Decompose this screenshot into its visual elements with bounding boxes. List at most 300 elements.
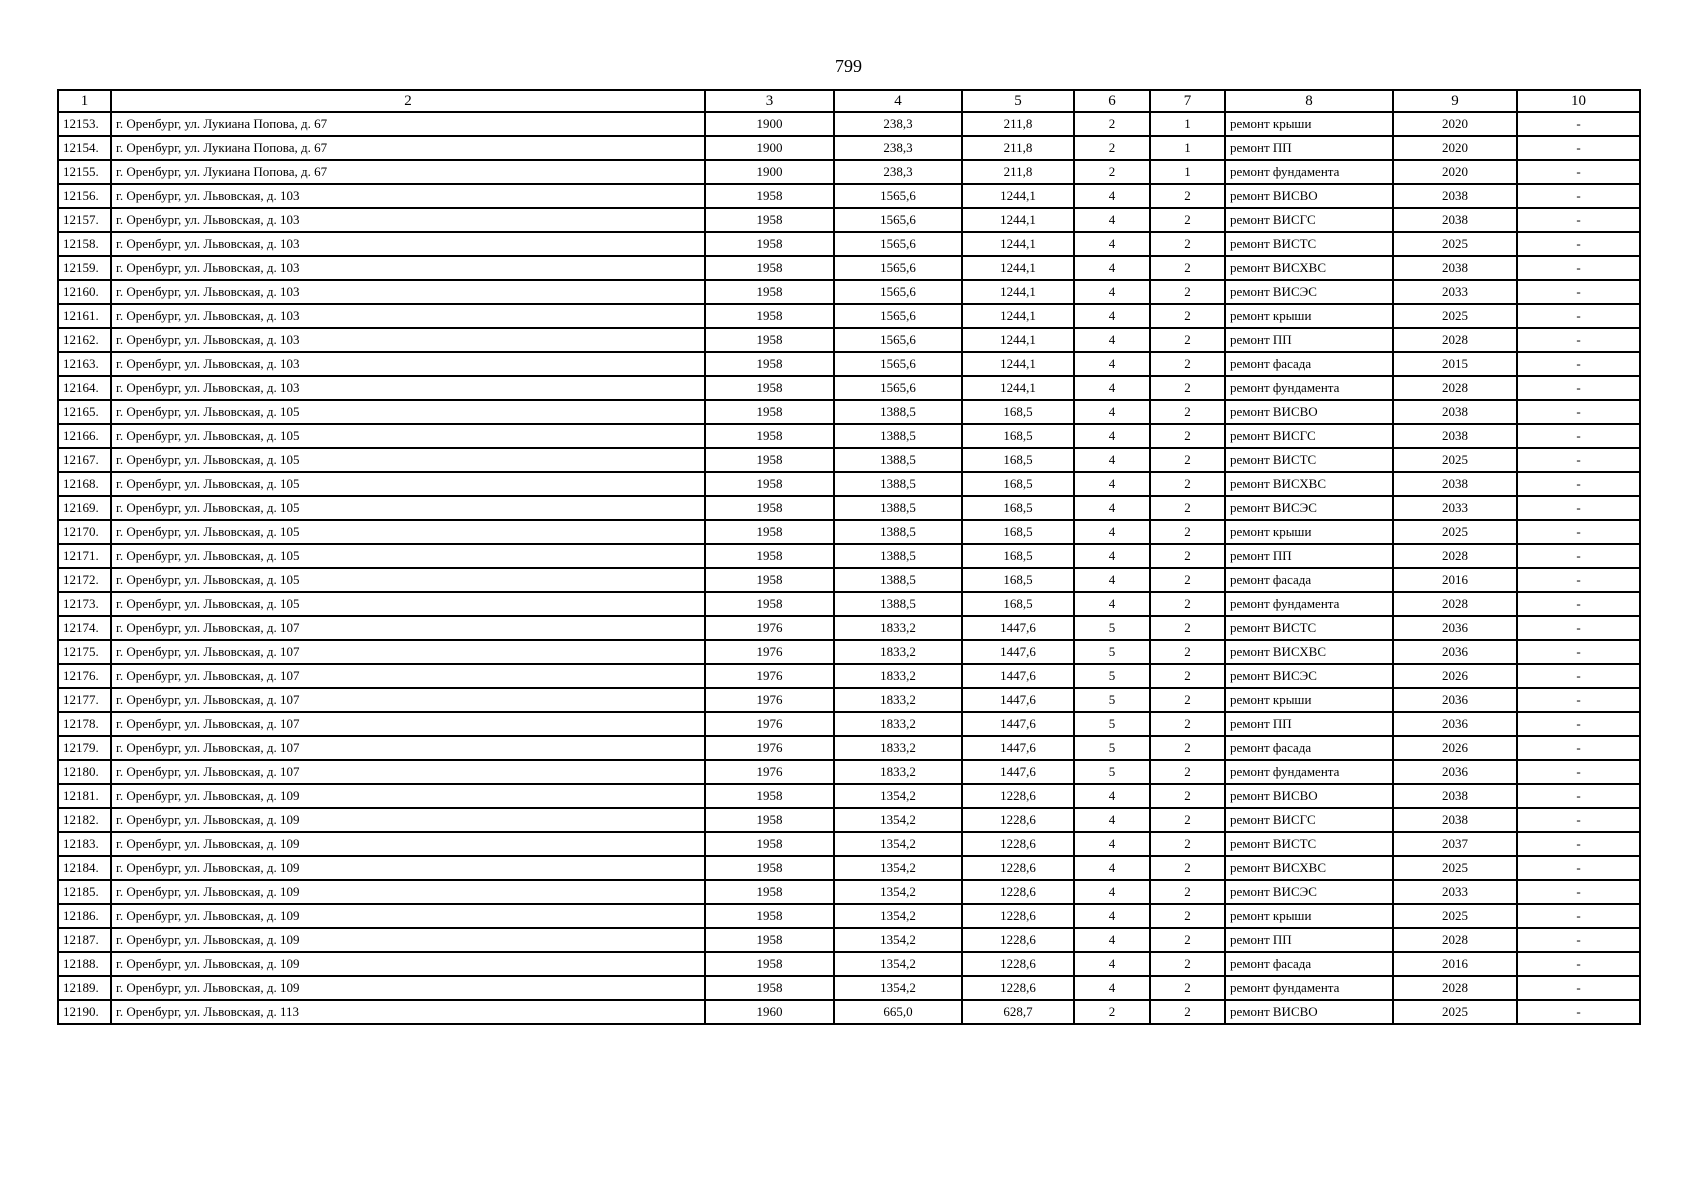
column-header: 3 — [705, 90, 834, 112]
work-type-cell: ремонт крыши — [1225, 688, 1393, 712]
address-cell: г. Оренбург, ул. Лукиана Попова, д. 67 — [111, 112, 705, 136]
total-area-cell: 1565,6 — [834, 376, 962, 400]
row-number-cell: 12164. — [58, 376, 111, 400]
total-area-cell: 1354,2 — [834, 808, 962, 832]
floors-cell: 2 — [1074, 136, 1150, 160]
address-cell: г. Оренбург, ул. Львовская, д. 103 — [111, 376, 705, 400]
row-number-cell: 12174. — [58, 616, 111, 640]
entrances-cell: 2 — [1150, 688, 1225, 712]
year-built-cell: 1958 — [705, 856, 834, 880]
address-cell: г. Оренбург, ул. Львовская, д. 107 — [111, 736, 705, 760]
year-built-cell: 1976 — [705, 664, 834, 688]
living-area-cell: 1447,6 — [962, 664, 1074, 688]
address-cell: г. Оренбург, ул. Львовская, д. 109 — [111, 784, 705, 808]
year-built-cell: 1958 — [705, 184, 834, 208]
floors-cell: 4 — [1074, 448, 1150, 472]
entrances-cell: 2 — [1150, 328, 1225, 352]
note-cell: - — [1517, 880, 1640, 904]
living-area-cell: 211,8 — [962, 136, 1074, 160]
floors-cell: 2 — [1074, 160, 1150, 184]
note-cell: - — [1517, 208, 1640, 232]
row-number-cell: 12160. — [58, 280, 111, 304]
living-area-cell: 1244,1 — [962, 256, 1074, 280]
table-row — [58, 976, 1640, 1000]
address-cell: г. Оренбург, ул. Львовская, д. 103 — [111, 280, 705, 304]
floors-cell: 4 — [1074, 784, 1150, 808]
note-cell: - — [1517, 688, 1640, 712]
entrances-cell: 2 — [1150, 352, 1225, 376]
entrances-cell: 2 — [1150, 520, 1225, 544]
row-number-cell: 12171. — [58, 544, 111, 568]
row-number-cell: 12172. — [58, 568, 111, 592]
entrances-cell: 2 — [1150, 424, 1225, 448]
work-type-cell: ремонт фасада — [1225, 952, 1393, 976]
planned-year-cell: 2025 — [1393, 448, 1517, 472]
work-type-cell: ремонт фасада — [1225, 736, 1393, 760]
work-type-cell: ремонт крыши — [1225, 112, 1393, 136]
planned-year-cell: 2020 — [1393, 112, 1517, 136]
note-cell: - — [1517, 832, 1640, 856]
year-built-cell: 1958 — [705, 568, 834, 592]
table-row — [58, 160, 1640, 184]
address-cell: г. Оренбург, ул. Львовская, д. 109 — [111, 928, 705, 952]
table-row — [58, 496, 1640, 520]
table-row — [58, 712, 1640, 736]
work-type-cell: ремонт ВИСВО — [1225, 184, 1393, 208]
work-type-cell: ремонт фундамента — [1225, 592, 1393, 616]
row-number-cell: 12159. — [58, 256, 111, 280]
entrances-cell: 2 — [1150, 256, 1225, 280]
work-type-cell: ремонт ВИСХВС — [1225, 472, 1393, 496]
row-number-cell: 12189. — [58, 976, 111, 1000]
row-number-cell: 12188. — [58, 952, 111, 976]
floors-cell: 5 — [1074, 616, 1150, 640]
floors-cell: 4 — [1074, 976, 1150, 1000]
note-cell: - — [1517, 616, 1640, 640]
year-built-cell: 1958 — [705, 880, 834, 904]
planned-year-cell: 2038 — [1393, 784, 1517, 808]
entrances-cell: 2 — [1150, 928, 1225, 952]
row-number-cell: 12158. — [58, 232, 111, 256]
total-area-cell: 1833,2 — [834, 760, 962, 784]
planned-year-cell: 2026 — [1393, 736, 1517, 760]
row-number-cell: 12168. — [58, 472, 111, 496]
floors-cell: 4 — [1074, 256, 1150, 280]
note-cell: - — [1517, 904, 1640, 928]
note-cell: - — [1517, 184, 1640, 208]
entrances-cell: 2 — [1150, 448, 1225, 472]
living-area-cell: 1447,6 — [962, 736, 1074, 760]
work-type-cell: ремонт ВИСХВС — [1225, 256, 1393, 280]
work-type-cell: ремонт ПП — [1225, 328, 1393, 352]
entrances-cell: 2 — [1150, 664, 1225, 688]
floors-cell: 4 — [1074, 352, 1150, 376]
row-number-cell: 12155. — [58, 160, 111, 184]
note-cell: - — [1517, 712, 1640, 736]
table-row — [58, 952, 1640, 976]
work-type-cell: ремонт фасада — [1225, 568, 1393, 592]
table-body — [58, 112, 1640, 1024]
year-built-cell: 1958 — [705, 784, 834, 808]
planned-year-cell: 2025 — [1393, 520, 1517, 544]
living-area-cell: 1244,1 — [962, 280, 1074, 304]
floors-cell: 4 — [1074, 376, 1150, 400]
note-cell: - — [1517, 544, 1640, 568]
planned-year-cell: 2028 — [1393, 592, 1517, 616]
living-area-cell: 168,5 — [962, 424, 1074, 448]
note-cell: - — [1517, 496, 1640, 520]
total-area-cell: 1388,5 — [834, 400, 962, 424]
floors-cell: 4 — [1074, 880, 1150, 904]
entrances-cell: 2 — [1150, 544, 1225, 568]
planned-year-cell: 2038 — [1393, 424, 1517, 448]
note-cell: - — [1517, 760, 1640, 784]
total-area-cell: 1354,2 — [834, 928, 962, 952]
total-area-cell: 1388,5 — [834, 544, 962, 568]
work-type-cell: ремонт ПП — [1225, 136, 1393, 160]
year-built-cell: 1900 — [705, 160, 834, 184]
living-area-cell: 1228,6 — [962, 856, 1074, 880]
year-built-cell: 1976 — [705, 640, 834, 664]
floors-cell: 5 — [1074, 736, 1150, 760]
total-area-cell: 1354,2 — [834, 832, 962, 856]
table-row — [58, 784, 1640, 808]
address-cell: г. Оренбург, ул. Львовская, д. 109 — [111, 856, 705, 880]
total-area-cell: 1833,2 — [834, 664, 962, 688]
work-type-cell: ремонт ВИСГС — [1225, 424, 1393, 448]
living-area-cell: 1228,6 — [962, 976, 1074, 1000]
total-area-cell: 1833,2 — [834, 640, 962, 664]
row-number-cell: 12190. — [58, 1000, 111, 1024]
total-area-cell: 1565,6 — [834, 352, 962, 376]
address-cell: г. Оренбург, ул. Львовская, д. 113 — [111, 1000, 705, 1024]
planned-year-cell: 2020 — [1393, 160, 1517, 184]
table-row — [58, 184, 1640, 208]
column-header: 2 — [111, 90, 705, 112]
row-number-cell: 12153. — [58, 112, 111, 136]
table-row — [58, 256, 1640, 280]
living-area-cell: 168,5 — [962, 544, 1074, 568]
living-area-cell: 1447,6 — [962, 640, 1074, 664]
work-type-cell: ремонт ВИСВО — [1225, 400, 1393, 424]
address-cell: г. Оренбург, ул. Львовская, д. 105 — [111, 472, 705, 496]
year-built-cell: 1958 — [705, 280, 834, 304]
note-cell: - — [1517, 424, 1640, 448]
work-type-cell: ремонт ВИСЭС — [1225, 496, 1393, 520]
planned-year-cell: 2028 — [1393, 544, 1517, 568]
table-row — [58, 640, 1640, 664]
address-cell: г. Оренбург, ул. Львовская, д. 109 — [111, 976, 705, 1000]
address-cell: г. Оренбург, ул. Львовская, д. 103 — [111, 184, 705, 208]
planned-year-cell: 2038 — [1393, 208, 1517, 232]
entrances-cell: 2 — [1150, 880, 1225, 904]
table-row — [58, 664, 1640, 688]
planned-year-cell: 2033 — [1393, 280, 1517, 304]
table-row — [58, 448, 1640, 472]
floors-cell: 4 — [1074, 928, 1150, 952]
living-area-cell: 1447,6 — [962, 688, 1074, 712]
work-type-cell: ремонт ВИСТС — [1225, 232, 1393, 256]
entrances-cell: 2 — [1150, 184, 1225, 208]
table-row — [58, 856, 1640, 880]
table-row — [58, 544, 1640, 568]
living-area-cell: 1447,6 — [962, 616, 1074, 640]
address-cell: г. Оренбург, ул. Львовская, д. 103 — [111, 352, 705, 376]
row-number-cell: 12173. — [58, 592, 111, 616]
address-cell: г. Оренбург, ул. Львовская, д. 105 — [111, 496, 705, 520]
row-number-cell: 12182. — [58, 808, 111, 832]
year-built-cell: 1958 — [705, 304, 834, 328]
floors-cell: 4 — [1074, 400, 1150, 424]
address-cell: г. Оренбург, ул. Львовская, д. 109 — [111, 808, 705, 832]
note-cell: - — [1517, 136, 1640, 160]
floors-cell: 4 — [1074, 520, 1150, 544]
table-row — [58, 304, 1640, 328]
living-area-cell: 168,5 — [962, 568, 1074, 592]
floors-cell: 2 — [1074, 112, 1150, 136]
note-cell: - — [1517, 112, 1640, 136]
address-cell: г. Оренбург, ул. Львовская, д. 105 — [111, 568, 705, 592]
planned-year-cell: 2028 — [1393, 328, 1517, 352]
total-area-cell: 238,3 — [834, 136, 962, 160]
row-number-cell: 12181. — [58, 784, 111, 808]
table-row — [58, 688, 1640, 712]
year-built-cell: 1958 — [705, 928, 834, 952]
table-row — [58, 592, 1640, 616]
work-type-cell: ремонт крыши — [1225, 304, 1393, 328]
living-area-cell: 1244,1 — [962, 208, 1074, 232]
row-number-cell: 12187. — [58, 928, 111, 952]
table-row — [58, 520, 1640, 544]
living-area-cell: 211,8 — [962, 112, 1074, 136]
row-number-cell: 12157. — [58, 208, 111, 232]
table-row — [58, 928, 1640, 952]
work-type-cell: ремонт ВИСГС — [1225, 808, 1393, 832]
living-area-cell: 168,5 — [962, 400, 1074, 424]
living-area-cell: 1228,6 — [962, 928, 1074, 952]
year-built-cell: 1976 — [705, 616, 834, 640]
work-type-cell: ремонт ВИСГС — [1225, 208, 1393, 232]
total-area-cell: 1388,5 — [834, 424, 962, 448]
living-area-cell: 168,5 — [962, 496, 1074, 520]
table-row — [58, 1000, 1640, 1024]
address-cell: г. Оренбург, ул. Львовская, д. 107 — [111, 712, 705, 736]
year-built-cell: 1958 — [705, 448, 834, 472]
total-area-cell: 1354,2 — [834, 880, 962, 904]
floors-cell: 4 — [1074, 496, 1150, 520]
living-area-cell: 1228,6 — [962, 904, 1074, 928]
planned-year-cell: 2028 — [1393, 376, 1517, 400]
living-area-cell: 1228,6 — [962, 784, 1074, 808]
address-cell: г. Оренбург, ул. Лукиана Попова, д. 67 — [111, 160, 705, 184]
year-built-cell: 1958 — [705, 376, 834, 400]
total-area-cell: 1354,2 — [834, 904, 962, 928]
living-area-cell: 1244,1 — [962, 376, 1074, 400]
work-type-cell: ремонт крыши — [1225, 520, 1393, 544]
row-number-cell: 12178. — [58, 712, 111, 736]
total-area-cell: 238,3 — [834, 160, 962, 184]
row-number-cell: 12162. — [58, 328, 111, 352]
total-area-cell: 1388,5 — [834, 592, 962, 616]
planned-year-cell: 2016 — [1393, 952, 1517, 976]
table-row — [58, 400, 1640, 424]
note-cell: - — [1517, 1000, 1640, 1024]
work-type-cell: ремонт ПП — [1225, 712, 1393, 736]
column-header: 4 — [834, 90, 962, 112]
floors-cell: 4 — [1074, 592, 1150, 616]
table-row — [58, 136, 1640, 160]
note-cell: - — [1517, 328, 1640, 352]
column-header: 7 — [1150, 90, 1225, 112]
address-cell: г. Оренбург, ул. Львовская, д. 103 — [111, 208, 705, 232]
row-number-cell: 12186. — [58, 904, 111, 928]
entrances-cell: 2 — [1150, 904, 1225, 928]
address-cell: г. Оренбург, ул. Львовская, д. 107 — [111, 688, 705, 712]
planned-year-cell: 2038 — [1393, 808, 1517, 832]
note-cell: - — [1517, 952, 1640, 976]
floors-cell: 4 — [1074, 208, 1150, 232]
planned-year-cell: 2025 — [1393, 1000, 1517, 1024]
row-number-cell: 12161. — [58, 304, 111, 328]
row-number-cell: 12183. — [58, 832, 111, 856]
work-type-cell: ремонт фундамента — [1225, 760, 1393, 784]
total-area-cell: 1388,5 — [834, 448, 962, 472]
address-cell: г. Оренбург, ул. Львовская, д. 103 — [111, 256, 705, 280]
total-area-cell: 1354,2 — [834, 784, 962, 808]
floors-cell: 4 — [1074, 832, 1150, 856]
address-cell: г. Оренбург, ул. Львовская, д. 107 — [111, 664, 705, 688]
entrances-cell: 2 — [1150, 592, 1225, 616]
living-area-cell: 1228,6 — [962, 832, 1074, 856]
year-built-cell: 1958 — [705, 328, 834, 352]
address-cell: г. Оренбург, ул. Львовская, д. 105 — [111, 400, 705, 424]
year-built-cell: 1958 — [705, 400, 834, 424]
planned-year-cell: 2038 — [1393, 400, 1517, 424]
row-number-cell: 12167. — [58, 448, 111, 472]
table-row — [58, 568, 1640, 592]
floors-cell: 4 — [1074, 904, 1150, 928]
floors-cell: 5 — [1074, 640, 1150, 664]
floors-cell: 5 — [1074, 688, 1150, 712]
entrances-cell: 2 — [1150, 616, 1225, 640]
address-cell: г. Оренбург, ул. Львовская, д. 105 — [111, 424, 705, 448]
table-row — [58, 832, 1640, 856]
column-header: 10 — [1517, 90, 1640, 112]
work-type-cell: ремонт ВИСЭС — [1225, 280, 1393, 304]
work-type-cell: ремонт ПП — [1225, 928, 1393, 952]
entrances-cell: 2 — [1150, 280, 1225, 304]
year-built-cell: 1958 — [705, 592, 834, 616]
address-cell: г. Оренбург, ул. Львовская, д. 107 — [111, 760, 705, 784]
address-cell: г. Оренбург, ул. Львовская, д. 103 — [111, 304, 705, 328]
planned-year-cell: 2016 — [1393, 568, 1517, 592]
column-header: 6 — [1074, 90, 1150, 112]
table-row — [58, 760, 1640, 784]
living-area-cell: 628,7 — [962, 1000, 1074, 1024]
total-area-cell: 1833,2 — [834, 688, 962, 712]
planned-year-cell: 2026 — [1393, 664, 1517, 688]
total-area-cell: 665,0 — [834, 1000, 962, 1024]
entrances-cell: 2 — [1150, 760, 1225, 784]
work-type-cell: ремонт ВИСХВС — [1225, 640, 1393, 664]
floors-cell: 4 — [1074, 280, 1150, 304]
repair-schedule-table — [57, 89, 1641, 1025]
work-type-cell: ремонт крыши — [1225, 904, 1393, 928]
table-row — [58, 232, 1640, 256]
planned-year-cell: 2033 — [1393, 880, 1517, 904]
work-type-cell: ремонт ВИСЭС — [1225, 880, 1393, 904]
entrances-cell: 2 — [1150, 640, 1225, 664]
work-type-cell: ремонт ВИСЭС — [1225, 664, 1393, 688]
total-area-cell: 1565,6 — [834, 256, 962, 280]
note-cell: - — [1517, 280, 1640, 304]
row-number-cell: 12184. — [58, 856, 111, 880]
entrances-cell: 2 — [1150, 976, 1225, 1000]
table-row — [58, 328, 1640, 352]
note-cell: - — [1517, 256, 1640, 280]
entrances-cell: 2 — [1150, 952, 1225, 976]
row-number-cell: 12170. — [58, 520, 111, 544]
address-cell: г. Оренбург, ул. Львовская, д. 105 — [111, 592, 705, 616]
table-row — [58, 352, 1640, 376]
floors-cell: 4 — [1074, 808, 1150, 832]
work-type-cell: ремонт фундамента — [1225, 976, 1393, 1000]
planned-year-cell: 2028 — [1393, 928, 1517, 952]
table-row — [58, 424, 1640, 448]
planned-year-cell: 2038 — [1393, 472, 1517, 496]
planned-year-cell: 2038 — [1393, 256, 1517, 280]
living-area-cell: 1244,1 — [962, 328, 1074, 352]
year-built-cell: 1958 — [705, 208, 834, 232]
living-area-cell: 1244,1 — [962, 352, 1074, 376]
address-cell: г. Оренбург, ул. Львовская, д. 109 — [111, 832, 705, 856]
entrances-cell: 2 — [1150, 784, 1225, 808]
total-area-cell: 1565,6 — [834, 184, 962, 208]
entrances-cell: 1 — [1150, 136, 1225, 160]
floors-cell: 4 — [1074, 424, 1150, 448]
planned-year-cell: 2015 — [1393, 352, 1517, 376]
note-cell: - — [1517, 400, 1640, 424]
living-area-cell: 1447,6 — [962, 712, 1074, 736]
address-cell: г. Оренбург, ул. Львовская, д. 109 — [111, 904, 705, 928]
living-area-cell: 1244,1 — [962, 184, 1074, 208]
living-area-cell: 1228,6 — [962, 952, 1074, 976]
work-type-cell: ремонт ВИСТС — [1225, 832, 1393, 856]
address-cell: г. Оренбург, ул. Львовская, д. 109 — [111, 952, 705, 976]
planned-year-cell: 2033 — [1393, 496, 1517, 520]
work-type-cell: ремонт фундамента — [1225, 376, 1393, 400]
year-built-cell: 1958 — [705, 976, 834, 1000]
floors-cell: 5 — [1074, 712, 1150, 736]
note-cell: - — [1517, 376, 1640, 400]
note-cell: - — [1517, 640, 1640, 664]
work-type-cell: ремонт ВИСВО — [1225, 1000, 1393, 1024]
year-built-cell: 1958 — [705, 352, 834, 376]
address-cell: г. Оренбург, ул. Львовская, д. 107 — [111, 640, 705, 664]
planned-year-cell: 2036 — [1393, 712, 1517, 736]
entrances-cell: 2 — [1150, 736, 1225, 760]
total-area-cell: 1388,5 — [834, 496, 962, 520]
column-header: 1 — [58, 90, 111, 112]
year-built-cell: 1958 — [705, 496, 834, 520]
row-number-cell: 12176. — [58, 664, 111, 688]
total-area-cell: 1833,2 — [834, 712, 962, 736]
year-built-cell: 1958 — [705, 832, 834, 856]
entrances-cell: 2 — [1150, 208, 1225, 232]
living-area-cell: 1447,6 — [962, 760, 1074, 784]
living-area-cell: 211,8 — [962, 160, 1074, 184]
column-header: 8 — [1225, 90, 1393, 112]
